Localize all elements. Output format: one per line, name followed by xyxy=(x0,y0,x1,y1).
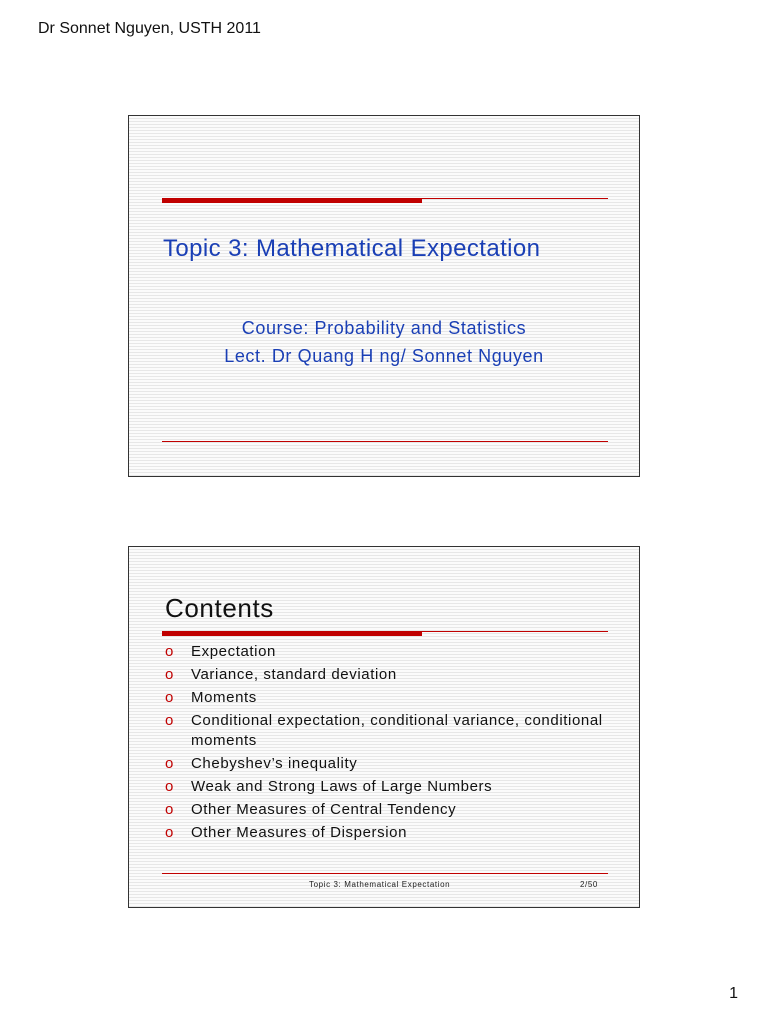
contents-item: o Weak and Strong Laws of Large Numbers xyxy=(165,777,493,795)
page-header: Dr Sonnet Nguyen, USTH 2011 xyxy=(38,20,261,37)
contents-item: o Moments xyxy=(165,689,257,706)
slide-contents xyxy=(128,546,640,908)
contents-item: o Conditional expectation, conditional variance, conditional moments xyxy=(165,712,603,749)
bullet-icon: o xyxy=(165,754,174,772)
bullet-icon: o xyxy=(165,800,174,818)
bullet-icon: o xyxy=(165,643,174,660)
course-name: Course: Probability and Statistics xyxy=(241,318,527,338)
contents-top-rule xyxy=(422,631,608,632)
contents-accent-bar xyxy=(162,631,422,636)
contents-item: o Other Measures of Dispersion xyxy=(165,823,408,841)
contents-list xyxy=(165,642,625,846)
bullet-icon: o xyxy=(165,712,174,729)
contents-item: o Other Measures of Central Tendency xyxy=(165,800,457,818)
slide-footer-title: Topic 3: Mathematical Expectation xyxy=(309,880,451,889)
bullet-icon: o xyxy=(165,823,174,841)
contents-item: o Variance, standard deviation xyxy=(165,666,397,683)
lecturer-name: Lect. Dr Quang H ng/ Sonnet Nguyen xyxy=(224,346,544,366)
contents-heading: Contents xyxy=(165,593,274,623)
title-bottom-rule xyxy=(162,441,608,442)
title-accent-bar xyxy=(162,198,422,203)
bullet-icon: o xyxy=(165,666,174,683)
contents-item: o Chebyshev’s inequality xyxy=(165,754,358,772)
slide-title-page xyxy=(128,115,640,477)
title-top-rule xyxy=(422,198,608,199)
footer-rule xyxy=(162,873,608,874)
bullet-icon: o xyxy=(165,777,174,795)
slide-title: Topic 3: Mathematical Expectation xyxy=(163,235,541,262)
bullet-icon: o xyxy=(165,689,174,706)
page-number: 1 xyxy=(729,985,738,1002)
contents-item: o Expectation xyxy=(165,643,276,660)
slide-footer-page: 2/50 xyxy=(580,880,598,889)
